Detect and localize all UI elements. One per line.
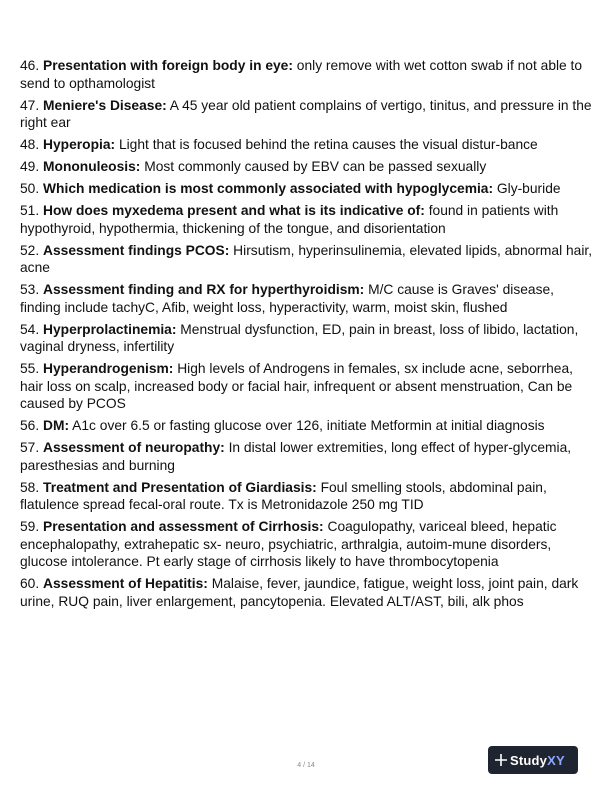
brand-accent: XY [547, 752, 565, 768]
item-definition: A1c over 6.5 or fasting glucose over 126, initiate Metformin at initial diagnosis [69, 418, 545, 433]
item-number: 49. [20, 159, 40, 174]
list-item [20, 202, 594, 237]
plus-icon [488, 746, 510, 774]
item-number: 51. [20, 203, 40, 218]
brand-main: Study [510, 752, 548, 768]
item-number: 54. [20, 321, 40, 337]
item-number: 47. [20, 97, 40, 113]
page-number: 4 / 14 [297, 762, 315, 769]
item-term: Presentation and assessment of Cirrhosis: [43, 519, 324, 534]
list-item [20, 575, 594, 610]
item-term: Hyperopia: [43, 137, 116, 152]
item-term: Hyperandrogenism: [43, 361, 174, 376]
list-item [20, 180, 594, 198]
item-number: 46. [20, 58, 40, 73]
item-term: Treatment and Presentation of Giardiasis: [43, 479, 317, 495]
item-term: Assessment findings PCOS: [43, 242, 230, 258]
item-definition: Gly-buride [493, 181, 561, 196]
item-number: 55. [20, 361, 40, 376]
list-item [20, 97, 594, 132]
item-term: DM: [43, 418, 70, 433]
list-item [20, 136, 594, 154]
item-definition: A 45 year old patient complains of vertigo, tinitus, and pressure in the right ear [20, 97, 592, 130]
item-number: 56. [20, 418, 40, 433]
item-number: 59. [20, 519, 40, 534]
item-number: 57. [20, 440, 40, 455]
item-number: 60. [20, 576, 40, 591]
brand-name [510, 753, 565, 768]
list-item [20, 439, 594, 474]
item-definition: Menstrual dysfunction, ED, pain in breast, loss of libido, lactation, vaginal dryness, infertility [20, 321, 579, 354]
flashcard-list [20, 57, 594, 615]
item-definition: Hirsutism, hyperinsulinemia, elevated lipids, abnormal hair, acne [20, 242, 593, 275]
item-definition: High levels of Androgens in females, sx include acne, seborrhea, hair loss on scalp, increased body or facial hair, infrequent or absent menstruation, Can be caused by PCOS [20, 361, 573, 411]
item-term: Assessment finding and RX for hyperthyroidism: [43, 282, 365, 297]
item-definition: Foul smelling stools, abdominal pain, flatulence spread fecal-oral route. Tx is Metronidazole 250 mg TID [20, 479, 547, 512]
list-item [20, 518, 594, 571]
item-definition: Light that is focused behind the retina causes the visual distur-bance [115, 137, 538, 152]
item-number: 53. [20, 282, 40, 297]
item-definition: In distal lower extremities, long effect of hyper-glycemia, paresthesias and burning [20, 440, 572, 473]
list-item [20, 158, 594, 176]
list-item [20, 281, 594, 316]
item-definition: found in patients with hypothyroid, hypothermia, thickening of the tongue, and disorientation [20, 203, 559, 236]
item-number: 58. [20, 479, 40, 495]
item-number: 50. [20, 181, 40, 196]
item-term: Assessment of Hepatitis: [43, 576, 208, 591]
studyxy-logo-button[interactable] [488, 746, 578, 774]
item-term: Meniere's Disease: [43, 97, 167, 113]
item-term: Which medication is most commonly associated with hypoglycemia: [43, 181, 494, 196]
item-term: Presentation with foreign body in eye: [43, 58, 293, 73]
list-item [20, 417, 594, 435]
list-item [20, 321, 594, 356]
item-term: How does myxedema present and what is its indicative of: [43, 203, 425, 218]
item-definition: only remove with wet cotton swab if not able to send to opthamologist [20, 58, 583, 91]
item-definition: Malaise, fever, jaundice, fatigue, weight loss, joint pain, dark urine, RUQ pain, liver enlargement, pancytopenia. Elevated ALT/AST, bili, alk phos [20, 576, 579, 609]
item-number: 48. [20, 137, 40, 152]
item-definition: Most commonly caused by EBV can be passed sexually [140, 159, 487, 174]
item-term: Hyperprolactinemia: [43, 321, 177, 337]
item-term: Assessment of neuropathy: [43, 440, 225, 455]
item-number: 52. [20, 242, 40, 258]
list-item [20, 360, 594, 413]
list-item [20, 57, 594, 92]
list-item [20, 479, 594, 514]
list-item [20, 242, 594, 277]
item-term: Mononuleosis: [43, 159, 141, 174]
item-definition: Coagulopathy, variceal bleed, hepatic encephalopathy, extrahepatic sx- neuro, psychiatric, arthralgia, autoim-mune disorders, glucose intolerance. Pt early stage of cirrhosis likely to have thrombocytopenia [20, 519, 557, 569]
item-definition: M/C cause is Graves' disease, finding include tachyC, Afib, weight loss, hyperactivity, warm, moist skin, flushed [20, 282, 554, 315]
